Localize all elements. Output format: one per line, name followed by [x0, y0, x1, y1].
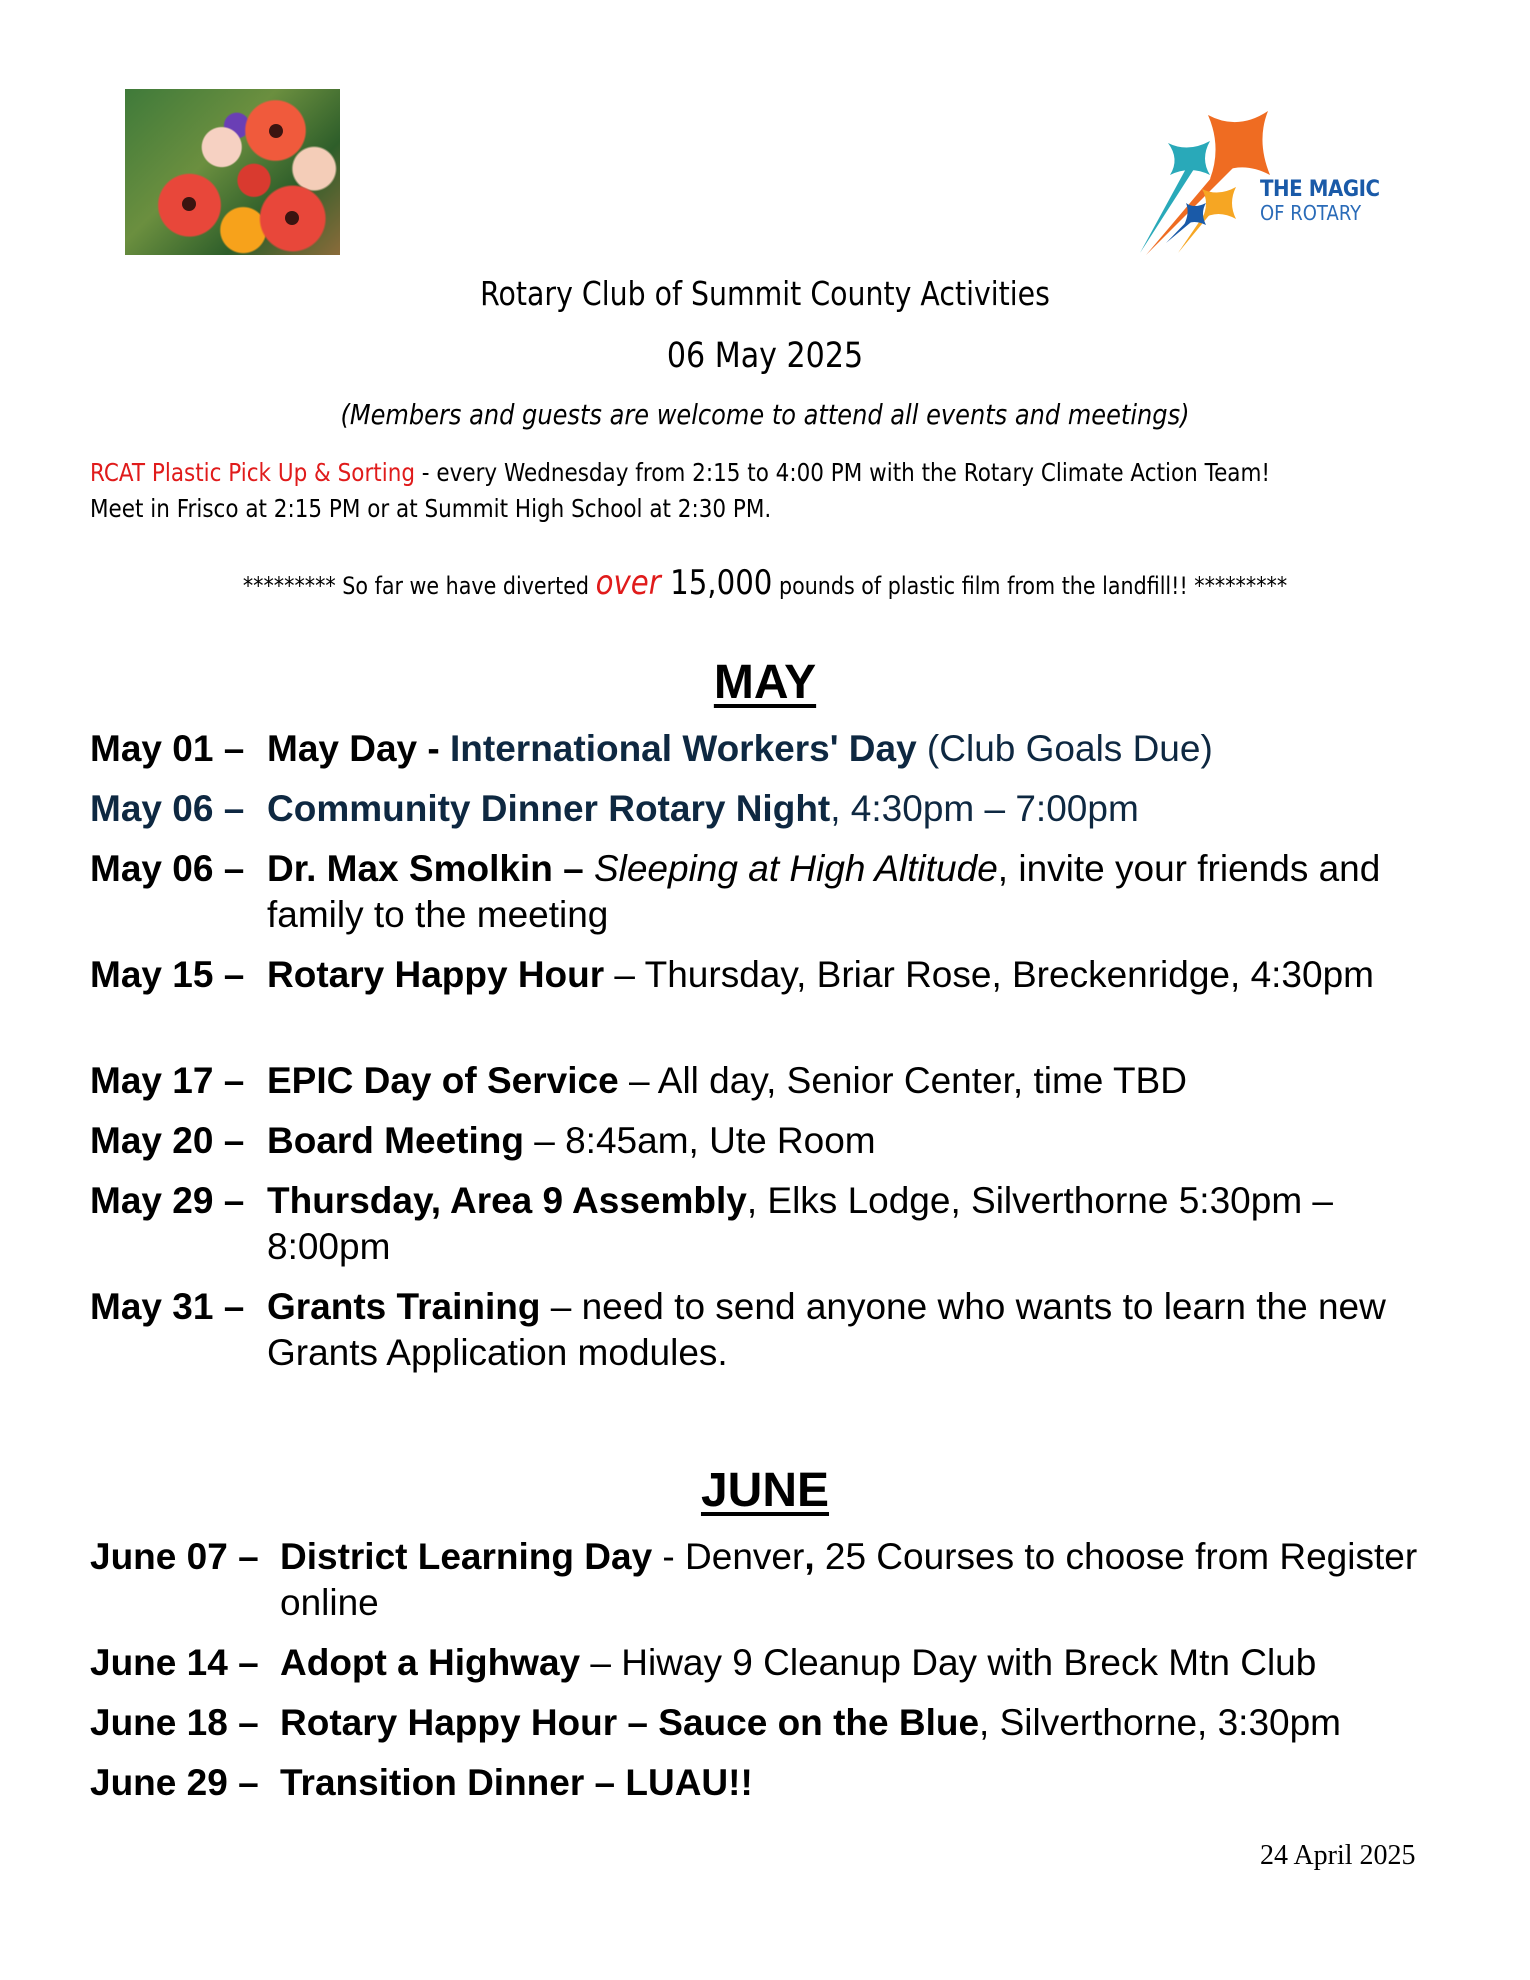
event-text-part: Adopt a Highway — [280, 1642, 581, 1683]
event-text-part: Transition Dinner – LUAU!! — [280, 1762, 753, 1803]
event-date: May 29 – — [90, 1180, 245, 1221]
flower-center — [269, 124, 283, 138]
event-text-part: – All day, Senior Center, time TBD — [618, 1060, 1187, 1101]
event-text-part: – need to send anyone who wants to learn the new Grants Application modules. — [267, 1286, 1386, 1373]
flower-center — [182, 197, 196, 211]
event-text-part: (Club Goals Due) — [916, 728, 1213, 769]
event-date: May 01 – — [90, 728, 245, 769]
event-description — [90, 726, 1450, 772]
event-text-part: Community Dinner Rotary Night — [267, 788, 831, 829]
event-text-part: – Thursday, Briar Rose, Breckenridge, 4:30pm — [604, 954, 1374, 995]
event-text-part: – 8:45am, Ute Room — [523, 1120, 876, 1161]
event-description — [90, 786, 1450, 832]
event-date: June 29 – — [90, 1762, 259, 1803]
event-date: May 20 – — [90, 1120, 245, 1161]
event-date: May 15 – — [90, 954, 245, 995]
event-item — [90, 726, 1450, 772]
event-text-part: , Elks Lodge, Silverthorne 5:30pm – 8:00pm — [267, 1180, 1333, 1267]
footer-date: 24 April 2025 — [1260, 1840, 1416, 1871]
month-heading-june: JUNE — [700, 1464, 830, 1517]
rcat-highlight: RCAT Plastic Pick Up & Sorting — [90, 458, 415, 487]
event-text-part: Sleeping at High Altitude — [593, 848, 998, 889]
event-item — [90, 1640, 1450, 1686]
event-description — [90, 1118, 1450, 1164]
event-text-part: , — [804, 1536, 815, 1577]
event-date: May 31 – — [90, 1286, 245, 1327]
event-item — [90, 952, 1450, 998]
event-text-part: – Hiway 9 Cleanup Day with Breck Mtn Club — [580, 1642, 1317, 1683]
event-text-part: Rotary Happy Hour — [267, 954, 605, 995]
event-item — [90, 1534, 1450, 1626]
plastic-diverted-banner — [107, 563, 1423, 603]
month-heading-may: MAY — [713, 656, 817, 709]
event-text-part: Thursday, Area 9 Assembly — [267, 1180, 747, 1221]
event-description — [90, 1640, 1450, 1686]
event-text-part: Grants Training — [267, 1286, 541, 1327]
event-text-part: International Workers' Day — [450, 728, 917, 769]
event-date: May 06 – — [90, 788, 245, 829]
event-item — [90, 1178, 1450, 1270]
event-text-part: - Denver — [652, 1536, 805, 1577]
rcat-details: - every Wednesday from 2:15 to 4:00 PM with the Rotary Climate Action Team! Meet in Frisco at 2:15 PM or at Summit High School at 2:30 PM. — [90, 458, 1271, 523]
flower-bouquet-photo — [125, 89, 340, 255]
event-description — [90, 846, 1450, 938]
event-item — [90, 1284, 1450, 1376]
newsletter-date: 06 May 2025 — [666, 336, 864, 376]
event-description — [90, 1760, 1450, 1806]
event-description — [90, 952, 1450, 998]
event-date: May 06 – — [90, 848, 245, 889]
event-text-part: Dr. Max Smolkin – — [267, 848, 594, 889]
event-description — [90, 1284, 1450, 1376]
event-text-part: , 4:30pm – 7:00pm — [830, 788, 1139, 829]
event-text-part: 25 Courses to choose from Register online — [280, 1536, 1418, 1623]
event-text-part: EPIC Day of Service — [267, 1060, 619, 1101]
event-item — [90, 786, 1450, 832]
event-date: June 07 – — [90, 1536, 259, 1577]
event-date: May 17 – — [90, 1060, 245, 1101]
event-description — [90, 1534, 1450, 1626]
event-description — [90, 1700, 1450, 1746]
page-title: Rotary Club of Summit County Activities — [480, 274, 1050, 313]
banner-suffix: pounds of plastic film from the landfill!! ********* — [772, 572, 1288, 600]
event-item — [90, 1760, 1450, 1806]
rcat-announcement — [90, 455, 1294, 527]
event-description — [90, 1178, 1450, 1270]
event-date: June 14 – — [90, 1642, 259, 1683]
event-item — [90, 846, 1450, 938]
logo-text-line1: THE MAGIC — [1260, 177, 1380, 202]
event-text-part: Rotary Happy Hour – Sauce on the Blue — [280, 1702, 980, 1743]
banner-amount: 15,000 — [660, 563, 773, 603]
event-description — [90, 1058, 1450, 1104]
event-item — [90, 1118, 1450, 1164]
event-date: June 18 – — [90, 1702, 259, 1743]
banner-over: over — [595, 563, 661, 603]
event-item — [90, 1700, 1450, 1746]
logo-text-line2: OF ROTARY — [1260, 201, 1362, 225]
event-text-part: , Silverthorne, 3:30pm — [979, 1702, 1341, 1743]
welcome-note: (Members and guests are welcome to attend all events and meetings) — [340, 398, 1190, 431]
banner-prefix: ********* So far we have diverted — [242, 572, 596, 600]
event-text-part: May Day - — [267, 728, 451, 769]
event-item — [90, 1058, 1450, 1104]
event-text-part: Board Meeting — [267, 1120, 524, 1161]
event-text-part: District Learning Day — [280, 1536, 653, 1577]
event-text-part: , invite your friends and family to the meeting — [267, 848, 1381, 935]
flower-center — [285, 211, 299, 225]
magic-of-rotary-logo — [1138, 103, 1398, 258]
